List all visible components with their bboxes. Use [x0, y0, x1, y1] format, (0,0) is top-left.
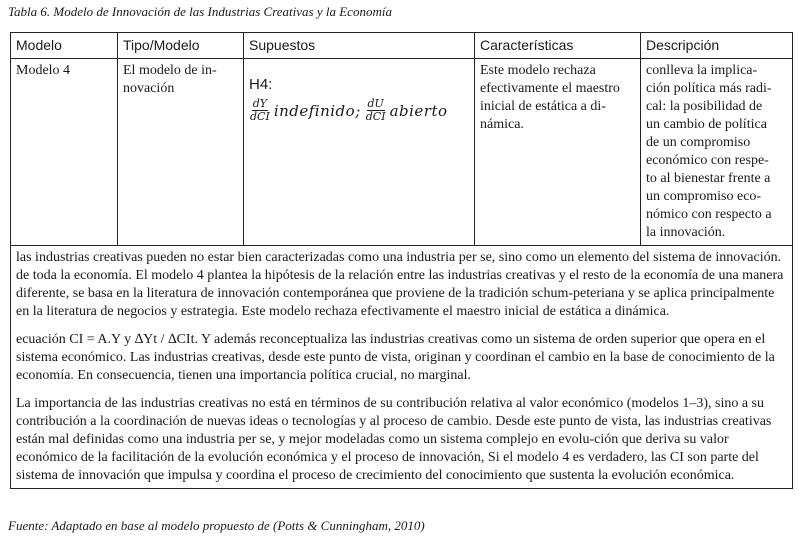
header-modelo: Modelo [11, 33, 118, 59]
derivative-dy-dci [249, 98, 271, 123]
cell-caracteristicas: Este modelo rechaza efectivamente el maestro inicial de estática a di- námica. [475, 59, 641, 246]
formula-text-abierto: abierto [389, 101, 448, 120]
cell-supuestos [244, 59, 475, 246]
cell-descripcion: conlleva la implica- ción política más radi- cal: la posibilidad de un cambio de política de un compromiso económico con respe- to al bienestar frente a un compromiso eco- nómico con respecto a la innovación. [641, 59, 793, 246]
notes-paragraph-1: las industrias creativas pueden no estar bien caracterizadas como una industria per se, sino como un elemento del sistema de innovación. de toda la economía. El modelo 4 plantea la hipótesis de la relación entre las industrias creativas y el resto de la economía de una manera diferente, se basa en la literatura de innovación contemporánea que proviene de la tradición schum-peteriana y se aplica principalmente en la literatura de negocios y estrategia. Este modelo rechaza efectivamente el maestro inicial de estática a dinámica. [16, 250, 784, 319]
notes-paragraph-3: La importancia de las industrias creativas no está en términos de su contribución relativa al valor económico (modelos 1–3), sino a su contribución a la coordinación de nuevas ideas o tecnologías y al proceso de cambio. Desde este punto de vista, las industrias creativas están mal definidas como una industria per se, y mejor modeladas como un sistema complejo en evolu-ción que deriva su valor económico de la facilitación de la evolución económica y el proceso de innovación, Si el modelo 4 es verdadero, las CI son parte del sistema de innovación que impulsa y coordina el proceso de crecimiento del conocimiento que sustenta la evolución económica. [16, 396, 772, 483]
header-supuestos: Supuestos [244, 33, 475, 59]
notes-cell [11, 246, 793, 489]
cell-modelo: Modelo 4 [11, 59, 118, 246]
hypothesis-equation [249, 98, 469, 123]
hypothesis-formula [249, 76, 469, 123]
innovation-model-table [10, 32, 793, 489]
header-caracteristicas: Características [475, 33, 641, 59]
notes-paragraph-2: ecuación CI = A.Y y ∆Yt / ∆CIt. Y además reconceptualiza las industrias creativas como un sistema de orden superior que opera en el sistema económico. Las industrias creativas, desde este punto de vista, originan y coordinan el cambio en la base de conocimiento de la economía. En consecuencia, tienen una importancia política crucial, no marginal. [16, 332, 775, 383]
source-note: Fuente: Adaptado en base al modelo propuesto de (Potts & Cunningham, 2010) [8, 518, 425, 533]
table-caption: Tabla 6. Modelo de Innovación de las Industrias Creativas y la Economía [8, 4, 392, 19]
frac2-numerator: dU [367, 97, 384, 110]
header-descripcion: Descripción [641, 33, 793, 59]
frac2-denominator: dCI [365, 110, 386, 123]
formula-text-indefinido: indefinido; [273, 101, 361, 120]
table-row [11, 59, 793, 246]
frac1-numerator: dY [252, 97, 268, 110]
frac1-denominator: dCI [250, 110, 270, 123]
table-header-row [11, 33, 793, 59]
header-tipo: Tipo/Modelo [118, 33, 244, 59]
notes-row [11, 246, 793, 489]
hypothesis-label: H4: [249, 76, 273, 93]
cell-tipo: El modelo de in- novación [118, 59, 244, 246]
derivative-du-dci [365, 98, 387, 123]
